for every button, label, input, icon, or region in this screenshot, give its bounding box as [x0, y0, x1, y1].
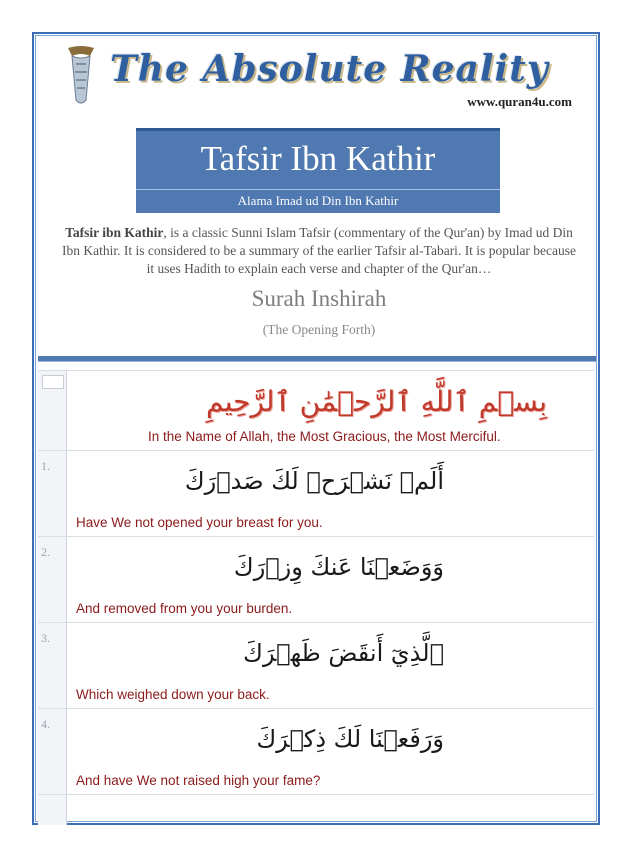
banner [60, 42, 580, 112]
verse-english: And have We not raised high your fame? [76, 773, 321, 788]
verse-row [38, 622, 594, 709]
verse-english: Which weighed down your back. [76, 687, 270, 702]
blank-cell [42, 375, 64, 389]
basmala-english: In the Name of Allah, the Most Gracious, the Most Merciful. [148, 429, 501, 444]
verse-arabic: وَوَضَعۡنَا عَنكَ وِزۡرَكَ [233, 553, 444, 581]
number-column [38, 795, 67, 825]
page-title: Tafsir Ibn Kathir [200, 139, 436, 178]
verse-table [38, 370, 594, 824]
banner-title: The Absolute Reality [110, 48, 549, 90]
basmala-row [38, 370, 594, 451]
number-column [38, 371, 67, 451]
title-divider [136, 189, 500, 190]
verse-number: 2. [41, 545, 50, 559]
intro-text: , is a classic Sunni Islam Tafsir (commentary of the Qur'an) by Imad ud Din Ibn Kathir. It is considered to be a summary of the earlier Tafsir al-Tabari. It is popular because it uses Hadith to explain each verse and chapter of the Qur'an… [61, 225, 577, 276]
verse-number: 3. [41, 631, 50, 645]
site-url: www.quran4u.com [467, 94, 572, 109]
verse-arabic: وَرَفَعۡنَا لَكَ ذِكۡرَكَ [256, 725, 444, 753]
verse-english: And removed from you your burden. [76, 601, 293, 616]
intro-paragraph [60, 224, 578, 278]
verse-english: Have We not opened your breast for you. [76, 515, 323, 530]
title-box [136, 128, 500, 213]
surah-subtitle: (The Opening Forth) [262, 322, 376, 337]
verse-number: 1. [41, 459, 50, 473]
empty-row [38, 794, 594, 825]
quill-logo-icon [60, 42, 102, 108]
verse-row [38, 536, 594, 623]
verse-row [38, 450, 594, 537]
author-subtitle: Alama Imad ud Din Ibn Kathir [237, 193, 399, 208]
intro-bold: Tafsir ibn Kathir [65, 225, 164, 240]
section-rule [38, 356, 596, 362]
verse-arabic: ٱلَّذِيٓ أَنقَضَ ظَهۡرَكَ [243, 639, 444, 667]
number-column [38, 623, 67, 709]
verse-row [38, 708, 594, 795]
verse-arabic: أَلَمۡ نَشۡرَحۡ لَكَ صَدۡرَكَ [184, 467, 444, 495]
number-column [38, 709, 67, 795]
surah-name: Surah Inshirah [251, 286, 387, 311]
number-column [38, 451, 67, 537]
basmala-arabic: بِسۡمِ ٱللَّهِ ٱلرَّحۡمَٰنِ ٱلرَّحِيمِ [206, 385, 547, 418]
number-column [38, 537, 67, 623]
verse-number: 4. [41, 717, 50, 731]
